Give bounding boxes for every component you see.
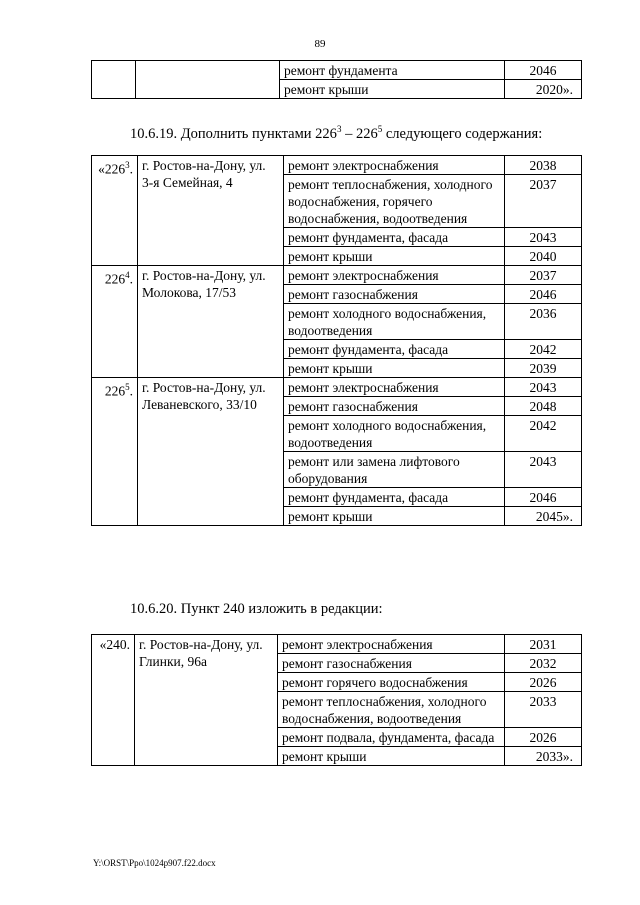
year-cell: 2045». [505,507,582,526]
work-cell: ремонт электроснабжения [284,266,505,285]
year-cell: 2042 [505,416,582,452]
work-cell: ремонт теплоснабжения, холодного водоснабжения, водоотведения [278,692,505,728]
item-number [92,378,138,526]
year-cell: 2037 [505,175,582,228]
year-cell: 2031 [505,635,582,654]
work-cell: ремонт крыши [284,247,505,266]
work-cell: ремонт теплоснабжения, холодного водоснабжения, горячего водоснабжения, водоотведения [284,175,505,228]
year-cell: 2020». [505,80,582,99]
year-cell: 2043 [505,228,582,247]
work-cell: ремонт газоснабжения [284,285,505,304]
address-cell: г. Ростов-на-Дону, ул. Глинки, 96а [135,635,278,766]
year-cell: 2043 [505,378,582,397]
year-cell: 2048 [505,397,582,416]
work-cell: ремонт крыши [284,507,505,526]
year-cell: 2042 [505,340,582,359]
item-number-sup: 3 [125,160,130,170]
items-226-table [91,155,582,526]
address-cell: г. Ростов-на-Дону, ул. 3-я Семейная, 4 [138,156,284,266]
heading-sup-start: 3 [336,124,342,134]
work-cell: ремонт или замена лифтового оборудования [284,452,505,488]
work-cell: ремонт электроснабжения [284,156,505,175]
year-cell: 2038 [505,156,582,175]
work-cell: ремонт горячего водоснабжения [278,673,505,692]
table-row [92,61,582,80]
work-cell: ремонт электроснабжения [284,378,505,397]
address-cell: г. Ростов-на-Дону, ул. Леваневского, 33/10 [138,378,284,526]
year-cell: 2039 [505,359,582,378]
year-cell: 2032 [505,654,582,673]
table-row [92,378,582,397]
work-cell: ремонт подвала, фундамента, фасада [278,728,505,747]
item-number-suffix: . [129,161,133,177]
page-number: 89 [314,38,326,50]
item-number-base: 226 [104,383,126,399]
work-cell: ремонт фундамента [280,61,505,80]
item-number: «240. [92,635,135,766]
work-cell: ремонт холодного водоснабжения, водоотведения [284,416,505,452]
item-number-base: 226 [104,271,126,287]
file-path-footer: Y:\ORST\Ppo\1024p907.f22.docx [93,858,216,868]
work-cell: ремонт крыши [280,80,505,99]
year-cell: 2026 [505,728,582,747]
work-cell: ремонт холодного водоснабжения, водоотведения [284,304,505,340]
heading-text-prefix: 10.6.19. Дополнить пунктами 226 [130,125,337,142]
table-row [92,156,582,175]
item-number-base: «226 [98,161,126,177]
work-cell: ремонт газоснабжения [284,397,505,416]
item-number [92,156,138,266]
item-number-suffix: . [129,271,133,287]
heading-10-6-19 [130,124,542,143]
heading-text-mid: – 226 [341,125,378,142]
item-number-sup: 5 [125,382,130,392]
empty-number-cell [92,61,136,99]
year-cell: 2046 [505,61,582,80]
continuation-table [91,60,582,99]
item-240-table [91,634,582,766]
year-cell: 2040 [505,247,582,266]
item-number [92,266,138,378]
table-row [92,635,582,654]
year-cell: 2036 [505,304,582,340]
work-cell: ремонт крыши [284,359,505,378]
item-number-suffix: . [129,383,133,399]
year-cell: 2026 [505,673,582,692]
work-cell: ремонт фундамента, фасада [284,228,505,247]
empty-address-cell [136,61,280,99]
work-cell: ремонт фундамента, фасада [284,488,505,507]
table-row [92,266,582,285]
year-cell: 2033». [505,747,582,766]
address-cell: г. Ростов-на-Дону, ул. Молокова, 17/53 [138,266,284,378]
year-cell: 2033 [505,692,582,728]
heading-10-6-20: 10.6.20. Пункт 240 изложить в редакции: [130,601,383,617]
heading-sup-end: 5 [377,124,383,134]
work-cell: ремонт крыши [278,747,505,766]
work-cell: ремонт электроснабжения [278,635,505,654]
heading-text-suffix: следующего содержания: [382,125,543,142]
year-cell: 2046 [505,488,582,507]
year-cell: 2043 [505,452,582,488]
work-cell: ремонт газоснабжения [278,654,505,673]
year-cell: 2037 [505,266,582,285]
item-number-sup: 4 [125,270,130,280]
year-cell: 2046 [505,285,582,304]
work-cell: ремонт фундамента, фасада [284,340,505,359]
